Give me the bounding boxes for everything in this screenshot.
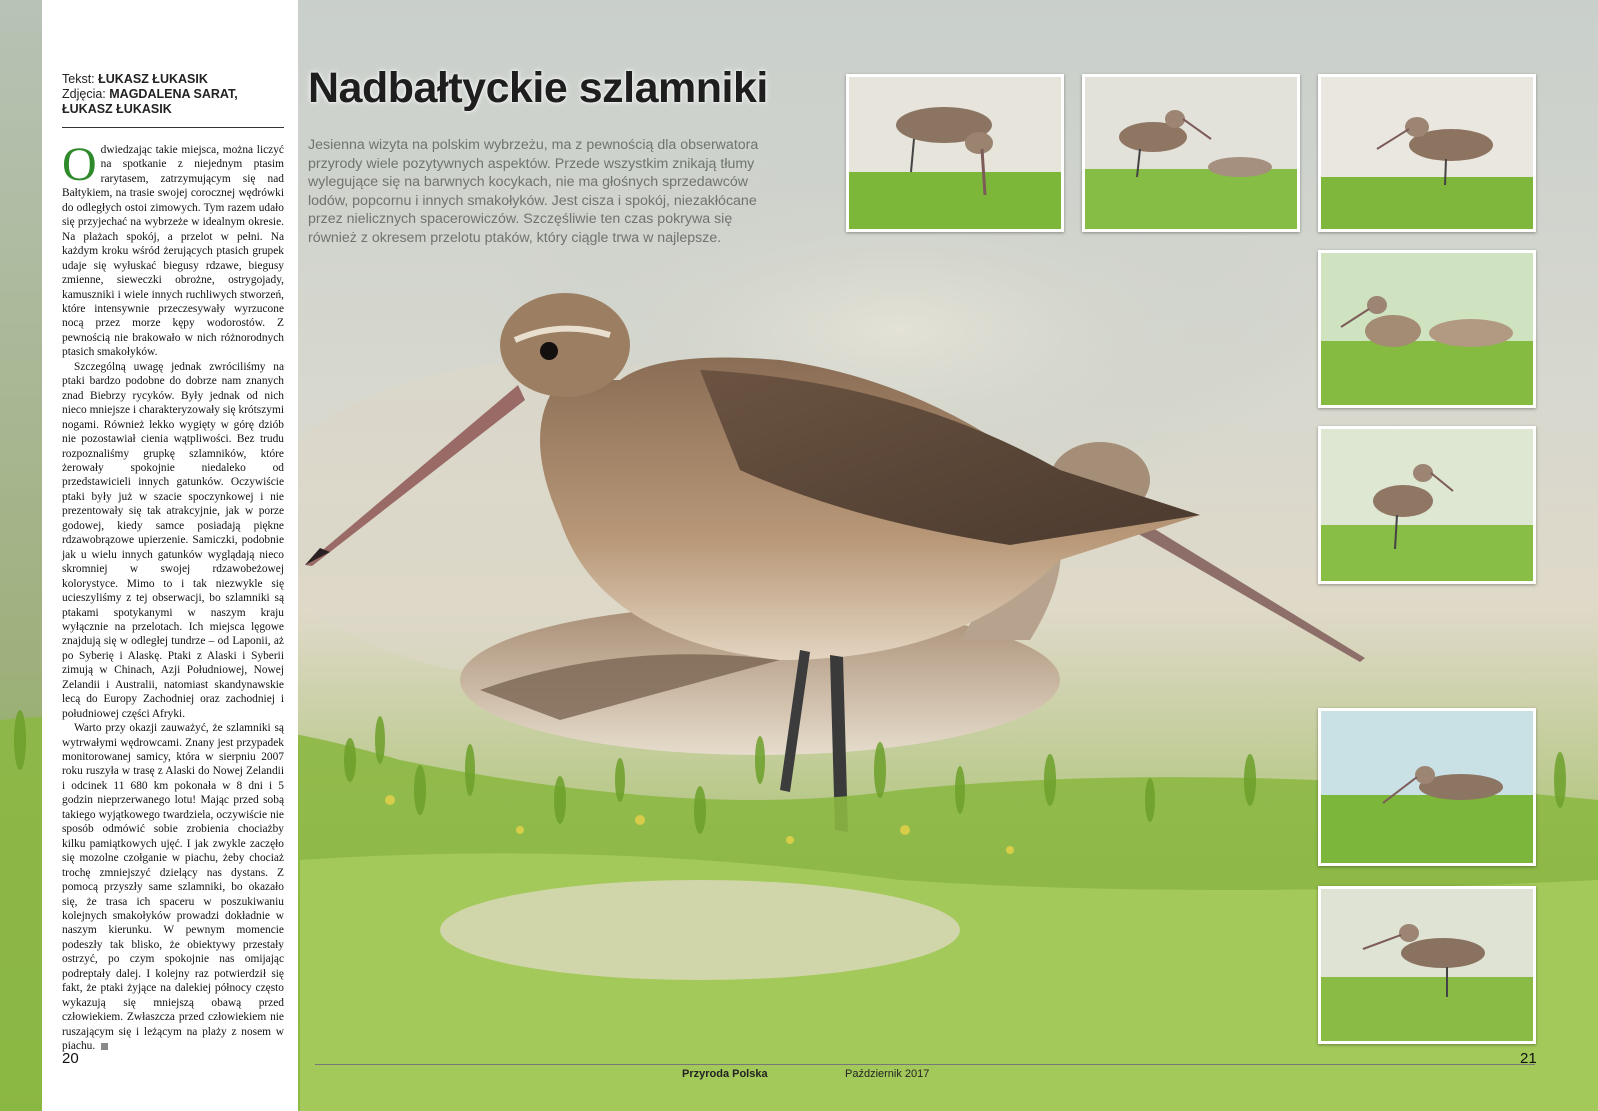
credits-photo-author-1: MAGDALENA SARAT, — [109, 87, 238, 101]
article-body — [62, 138, 284, 1053]
thumbnail-photo-6 — [1318, 708, 1536, 866]
credits-photo-label: Zdjęcia: — [62, 87, 106, 101]
paragraph-2: Szczególną uwagę jednak zwróciliśmy na ptaki bardzo podobne do dobrze nam znanych znad Biebrzy rycyków. Były jednak od nich nieco mniejsze i charakteryzowały się krótszymi nogami. Również lekko wygięty w górę dziób nie pozostawiał cienia wątpliwości. Bez trudu rozpoznaliśmy grupkę szlamników, które żerowały spokojnie niedaleko od przedstawicieli innych gatunków. Oczywiście ptaki były już w szacie spoczynkowej i nie prezentowały się tak atrakcyjnie, jak w porze godowej, kiedy samce posiadają piękne rdzawobrązowe upierzenie. Samiczki, podobnie jak u wielu innych gatunków wyglądają nieco skromniej w swojej rdzawobeżowej kolorystyce. Mimo to i tak niezwykle się ucieszyliśmy z tej obserwacji, bo szlamniki są ptakami spotykanymi w naszym kraju wyłącznie na przelotach. Ich miejsca lęgowe znajdują się w odległej tundrze – od Laponii, aż po Syberię i Alaskę. Ptaki z Alaski i Syberii zimują w Chinach, Azji Południowej, Nowej Zelandii i Australii, natomiast skandynawskie lecą do Europy Zachodniej oraz zachodniej i południowej części Afryki. — [62, 360, 284, 720]
credits-text-author: ŁUKASZ ŁUKASIK — [98, 72, 208, 86]
paragraph-3 — [62, 721, 284, 1053]
article-lead: Jesienna wizyta na polskim wybrzeżu, ma z pewnością dla obserwatora przyrody wiele pozytywnych aspektów. Przede wszystkim znikają tłumy wylegujące się na barwnych kocykach, nie ma głośnych sprzedawców lodów, popcornu i innych smakołyków. Jest cisza i spokój, niezakłócane przez nielicznych spacerowiczów. Szczęśliwie ten czas pokrywa się również z okresem przelotu ptaków, który ciągle trwa w najlepsze. — [308, 137, 759, 246]
credits-divider — [62, 127, 284, 128]
thumbnail-photo-7 — [1318, 886, 1536, 1044]
thumbnail-photo-3 — [1318, 74, 1536, 232]
credits-text-line — [62, 72, 262, 87]
page-number-right: 21 — [1520, 1050, 1537, 1067]
paragraph-1 — [62, 138, 284, 360]
credits-photo-line — [62, 87, 262, 102]
footer-divider — [315, 1064, 1535, 1065]
article-title: Nadbałtyckie szlamniki — [308, 64, 768, 112]
credits-text-label: Tekst: — [62, 72, 95, 86]
footer-issue-date: Październik 2017 — [845, 1068, 930, 1080]
drop-cap: O — [62, 138, 97, 191]
credits — [62, 72, 262, 117]
page-number-left: 20 — [62, 1050, 79, 1067]
paragraph-1-text: dwiedzając takie miejsca, można liczyć na spotkanie z niejednym ptasim rarytasem, zatrzymującym się nad Bałtykiem, na trasie swojej corocznej wędrówki do odległych ostoi zimowych. Tym razem udało się przyjechać na wybrzeże w idealnym okresie. Na plażach spokój, a przelot w pełni. Na każdym kroku wśród żerujących ptasich grupek udaje się wyłuskać biegusy rdzawe, biegusy zmienne, sieweczki obrożne, ostrygojady, kamuszniki i wiele innych ruchliwych stworzeń, które intensywnie przeczesywały wyrzucone nocą przez morze kępy wodorostów. Z pewnością nie brakowało w nich różnorodnych ptasich smakołyków. — [62, 144, 284, 359]
thumbnail-photo-2 — [1082, 74, 1300, 232]
credits-photo-line-2 — [62, 102, 262, 117]
thumbnail-photo-1 — [846, 74, 1064, 232]
end-mark-icon — [101, 1043, 108, 1050]
paragraph-3-text: Warto przy okazji zauważyć, że szlamniki są wytrwałymi wędrowcami. Znany jest przypadek monitorowanej samicy, która w sierpniu 2007 roku ruszyła w trasę z Alaski do Nowej Zelandii i odcinek 11 680 km pokonała w 8 dni i 5 godzin nieprzerwanego lotu! Mając przed sobą takiego wyjątkowego twardziela, oczywiście nie sposób odmówić sobie zrobienia chociażby kilku pamiątkowych ujęć. I jak zwykle zaczęło się mozolne czołganie w piachu, żeby chociaż trochę zmniejszyć dzielący nas dystans. Z pomocą przyszły same szlamniki, bo okazało się, że trasa ich spaceru w poszukiwaniu kolejnych smakołyków prowadzi dokładnie w naszym kierunku. W pewnym momencie podeszły tak blisko, że obiektywy przestały ostrzyć, po czym spokojnie nas omijając podreptały dalej. I kolejny raz potwierdził się fakt, że ptaki żyjące na dalekiej północy często wykazują się mniejszą obawą przed człowiekiem. Zwłaszcza przed człowiekiem nie ruszającym się i leżącym na plaży z nosem w piachu. — [62, 722, 284, 1053]
thumbnail-photo-4 — [1318, 250, 1536, 408]
footer-magazine-name: Przyroda Polska — [682, 1068, 768, 1080]
thumbnail-photo-5 — [1318, 426, 1536, 584]
credits-photo-author-2: ŁUKASZ ŁUKASIK — [62, 102, 172, 116]
